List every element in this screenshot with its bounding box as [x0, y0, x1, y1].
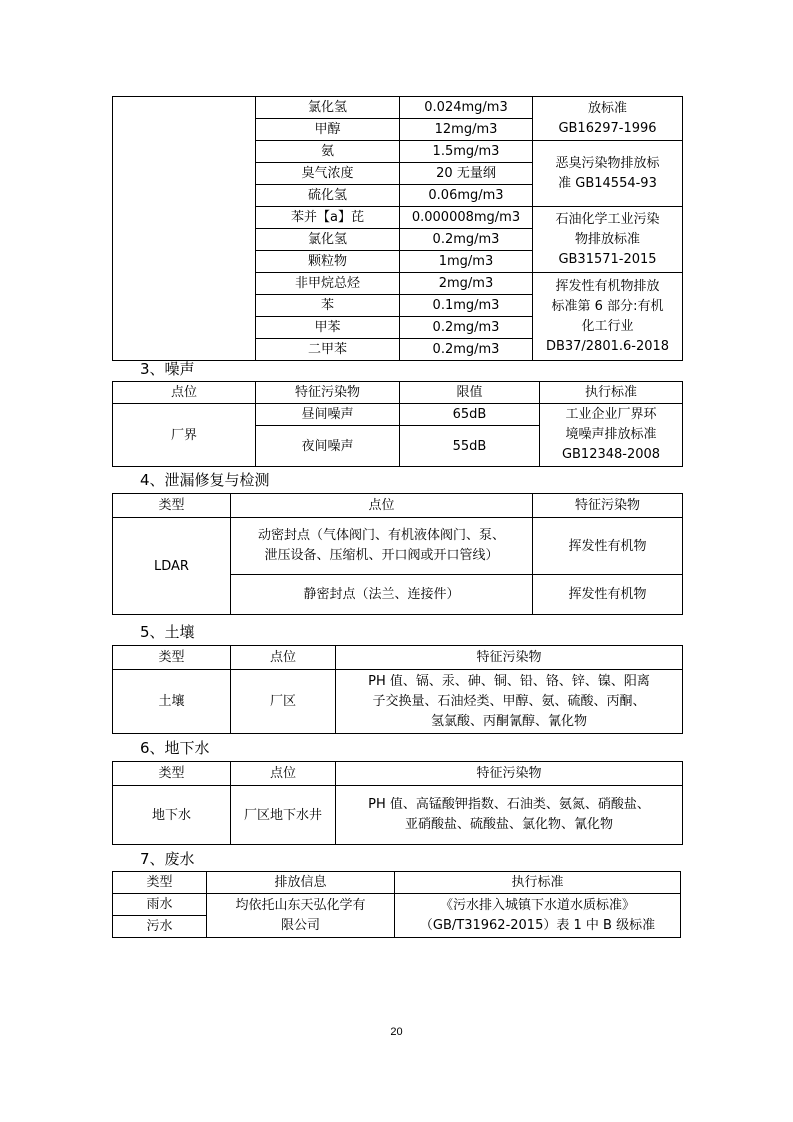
groundwater-table [112, 761, 683, 845]
wastewater-table [112, 871, 681, 938]
groundwater-pollutant-cell: PH 值、高锰酸钾指数、石油类、氨氮、硝酸盐、 亚硝酸盐、硫酸盐、氯化物、氰化物 [336, 786, 683, 845]
air-limit-cell: 0.2mg/m3 [400, 229, 533, 251]
section-heading-wastewater: 7、废水 [140, 850, 195, 868]
noise-header-cell: 执行标准 [540, 382, 683, 404]
air-limit-cell: 0.1mg/m3 [400, 295, 533, 317]
air-pollutant-cell: 苯 [256, 295, 400, 317]
noise-pollutant-cell: 夜间噪声 [256, 426, 400, 467]
noise-limit-cell: 55dB [400, 426, 540, 467]
ldar-header-cell: 特征污染物 [533, 494, 683, 518]
soil-header-cell: 类型 [113, 646, 231, 670]
groundwater-header-cell: 特征污染物 [336, 762, 683, 786]
air-limit-cell: 0.000008mg/m3 [400, 207, 533, 229]
groundwater-header-cell: 类型 [113, 762, 231, 786]
ldar-point-cell: 动密封点（气体阀门、有机液体阀门、泵、 泄压设备、压缩机、开口阀或开口管线） [231, 518, 533, 575]
wastewater-info-cell: 均依托山东天弘化学有 限公司 [207, 894, 395, 938]
noise-standard-cell: 工业企业厂界环 境噪声排放标准 GB12348-2008 [540, 404, 683, 467]
groundwater-header-cell: 点位 [231, 762, 336, 786]
noise-limit-cell: 65dB [400, 404, 540, 426]
air-standard-cell: 石油化学工业污染 物排放标准 GB31571-2015 [533, 207, 683, 273]
ldar-pollutant-cell: 挥发性有机物 [533, 518, 683, 575]
soil-point-cell: 厂区 [231, 670, 336, 734]
air-limit-cell: 2mg/m3 [400, 273, 533, 295]
air-emission-table [112, 96, 683, 361]
air-pollutant-cell: 臭气浓度 [256, 163, 400, 185]
air-limit-cell: 0.2mg/m3 [400, 339, 533, 361]
ldar-header-cell: 点位 [231, 494, 533, 518]
air-limit-cell: 1mg/m3 [400, 251, 533, 273]
ldar-type-cell: LDAR [113, 518, 231, 615]
air-pollutant-cell: 苯并【a】芘 [256, 207, 400, 229]
air-pollutant-cell: 氯化氢 [256, 97, 400, 119]
soil-header-cell: 特征污染物 [336, 646, 683, 670]
noise-pollutant-cell: 昼间噪声 [256, 404, 400, 426]
air-pollutant-cell: 非甲烷总烃 [256, 273, 400, 295]
groundwater-point-cell: 厂区地下水井 [231, 786, 336, 845]
ldar-pollutant-cell: 挥发性有机物 [533, 575, 683, 615]
ldar-table [112, 493, 683, 615]
soil-header-cell: 点位 [231, 646, 336, 670]
air-pollutant-cell: 甲醇 [256, 119, 400, 141]
air-limit-cell: 0.2mg/m3 [400, 317, 533, 339]
soil-type-cell: 土壤 [113, 670, 231, 734]
air-empty-cell [113, 97, 256, 361]
groundwater-type-cell: 地下水 [113, 786, 231, 845]
wastewater-type-cell: 雨水 [113, 894, 207, 916]
air-pollutant-cell: 颗粒物 [256, 251, 400, 273]
air-pollutant-cell: 氯化氢 [256, 229, 400, 251]
ldar-point-cell: 静密封点（法兰、连接件） [231, 575, 533, 615]
air-limit-cell: 1.5mg/m3 [400, 141, 533, 163]
air-limit-cell: 12mg/m3 [400, 119, 533, 141]
page-number: 20 [390, 1026, 403, 1038]
air-limit-cell: 0.024mg/m3 [400, 97, 533, 119]
soil-pollutant-cell: PH 值、镉、汞、砷、铜、铅、铬、锌、镍、阳离 子交换量、石油烃类、甲醇、氨、硫酸、丙酮、 氢氯酸、丙酮氰醇、氰化物 [336, 670, 683, 734]
air-limit-cell: 20 无量纲 [400, 163, 533, 185]
air-limit-cell: 0.06mg/m3 [400, 185, 533, 207]
air-pollutant-cell: 二甲苯 [256, 339, 400, 361]
air-pollutant-cell: 甲苯 [256, 317, 400, 339]
wastewater-header-cell: 执行标准 [395, 872, 681, 894]
noise-header-cell: 限值 [400, 382, 540, 404]
section-heading-groundwater: 6、地下水 [140, 739, 210, 757]
air-standard-cell: 挥发性有机物排放 标准第 6 部分:有机 化工行业 DB37/2801.6-2018 [533, 273, 683, 361]
noise-header-cell: 特征污染物 [256, 382, 400, 404]
ldar-header-cell: 类型 [113, 494, 231, 518]
wastewater-header-cell: 类型 [113, 872, 207, 894]
air-pollutant-cell: 硫化氢 [256, 185, 400, 207]
air-pollutant-cell: 氨 [256, 141, 400, 163]
wastewater-type-cell: 污水 [113, 916, 207, 938]
noise-header-cell: 点位 [113, 382, 256, 404]
noise-location-cell: 厂界 [113, 404, 256, 467]
section-heading-ldar: 4、泄漏修复与检测 [140, 471, 270, 489]
section-heading-soil: 5、土壤 [140, 623, 195, 641]
soil-table [112, 645, 683, 734]
wastewater-header-cell: 排放信息 [207, 872, 395, 894]
wastewater-standard-cell: 《污水排入城镇下水道水质标准》 （GB/T31962-2015）表 1 中 B 级标准 [395, 894, 681, 938]
section-heading-noise: 3、噪声 [140, 360, 195, 378]
noise-table [112, 381, 683, 467]
air-standard-cell: 放标准 GB16297-1996 [533, 97, 683, 141]
air-standard-cell: 恶臭污染物排放标 准 GB14554-93 [533, 141, 683, 207]
